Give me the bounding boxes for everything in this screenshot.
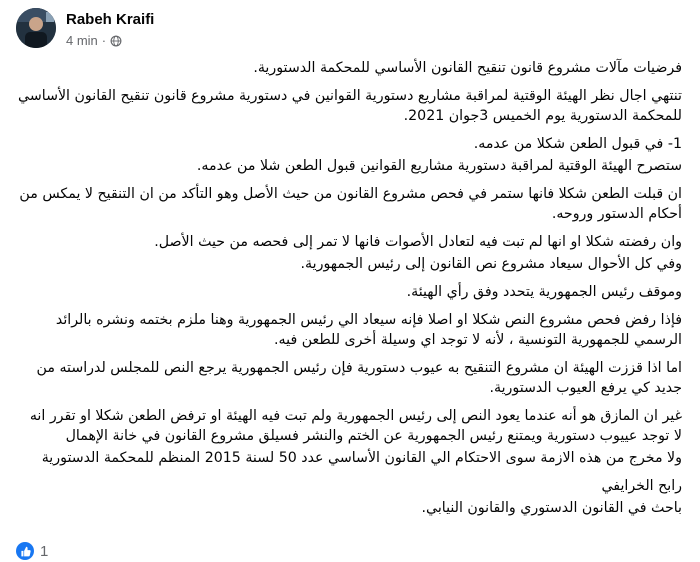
globe-icon[interactable]	[110, 35, 122, 47]
post-body	[18, 58, 682, 526]
post-line: ولا مخرج من هذه الازمة سوى الاحتكام الي القانون الأساسي عدد 50 لسنة 2015 المنظم للمحكمة الدستورية	[41, 450, 682, 466]
post-line: وموقف رئيس الجمهورية يتحدد وفق رأي الهيئة.	[406, 284, 682, 300]
post-line: وفي كل الأحوال سيعاد مشروع نص القانون إلى رئيس الجمهورية.	[300, 256, 682, 272]
post-line: ان قبلت الطعن شكلا فانها ستمر في فحص مشروع القانون من حيث الأصل وهو التأكد من ان التنقيح لا يمكس من أحكام الدستور وروحه.	[19, 186, 682, 222]
post-line: ستصرح الهيئة الوقتية لمراقبة دستورية مشاريع القوانين قبول الطعن شلا من عدمه.	[196, 158, 682, 174]
avatar[interactable]	[16, 8, 56, 48]
post-line: باحث في القانون الدستوري والقانون النيابي.	[421, 500, 682, 516]
post-time[interactable]: 4 min	[66, 33, 98, 48]
reaction-count[interactable]: 1	[40, 542, 49, 560]
author-name[interactable]: Rabeh Kraifi	[66, 11, 155, 28]
post-line: وان رفضته شكلا او انها لم تبت فيه لتعادل الأصوات فانها لا تمر إلى فحصه من حيث الأصل.	[154, 234, 682, 250]
post-line: 1- في قبول الطعن شكلا من عدمه.	[473, 136, 682, 152]
reactions-bar[interactable]	[16, 540, 48, 562]
post-line: غير ان المازق هو أنه عندما يعود النص إلى رئيس الجمهورية ولم تبت فيه الهيئة او ترفض الطعن شكلا او تقرر انه لا توجد عييوب دستورية ويمتنع رئيس الجمهورية عن الختم والنشر فسيلق مشروع القانون في خانة الإهمال	[29, 408, 682, 444]
post-line: فإذا رفض فحص مشروع النص شكلا او اصلا فإنه سيعاد الي رئيس الجمهورية وهنا ملزم بختمه ونشره بالرائد الرسمي للجمهورية التونسية ، لأنه لا توجد اي وسيلة أخرى للطعن فيه.	[55, 312, 682, 348]
post-line: فرضيات مآلات مشروع قانون تنقيح القانون الأساسي للمحكمة الدستورية.	[253, 60, 682, 76]
post-line: اما اذا قززت الهيئة ان مشروع التنقيح به عيوب دستورية فإن رئيس الجمهورية يرجع النص للمجلس لدراسته من جديد كي يرفع العيوب الدستورية.	[36, 360, 682, 396]
post-meta	[66, 33, 122, 48]
meta-separator: ·	[101, 33, 107, 48]
post-line: رابح الخرايفي	[601, 478, 682, 494]
post-header	[16, 8, 684, 52]
avatar-image	[16, 8, 56, 48]
like-icon[interactable]	[16, 542, 34, 560]
post-line: تنتهي اجال نظر الهيئة الوقتية لمراقبة مشاريع دستورية القوانين في دستورية مشروع قانون تنقيح القانون الأساسي للمحكمة الدستورية يوم الخميس 3جوان 2021.	[18, 88, 682, 124]
